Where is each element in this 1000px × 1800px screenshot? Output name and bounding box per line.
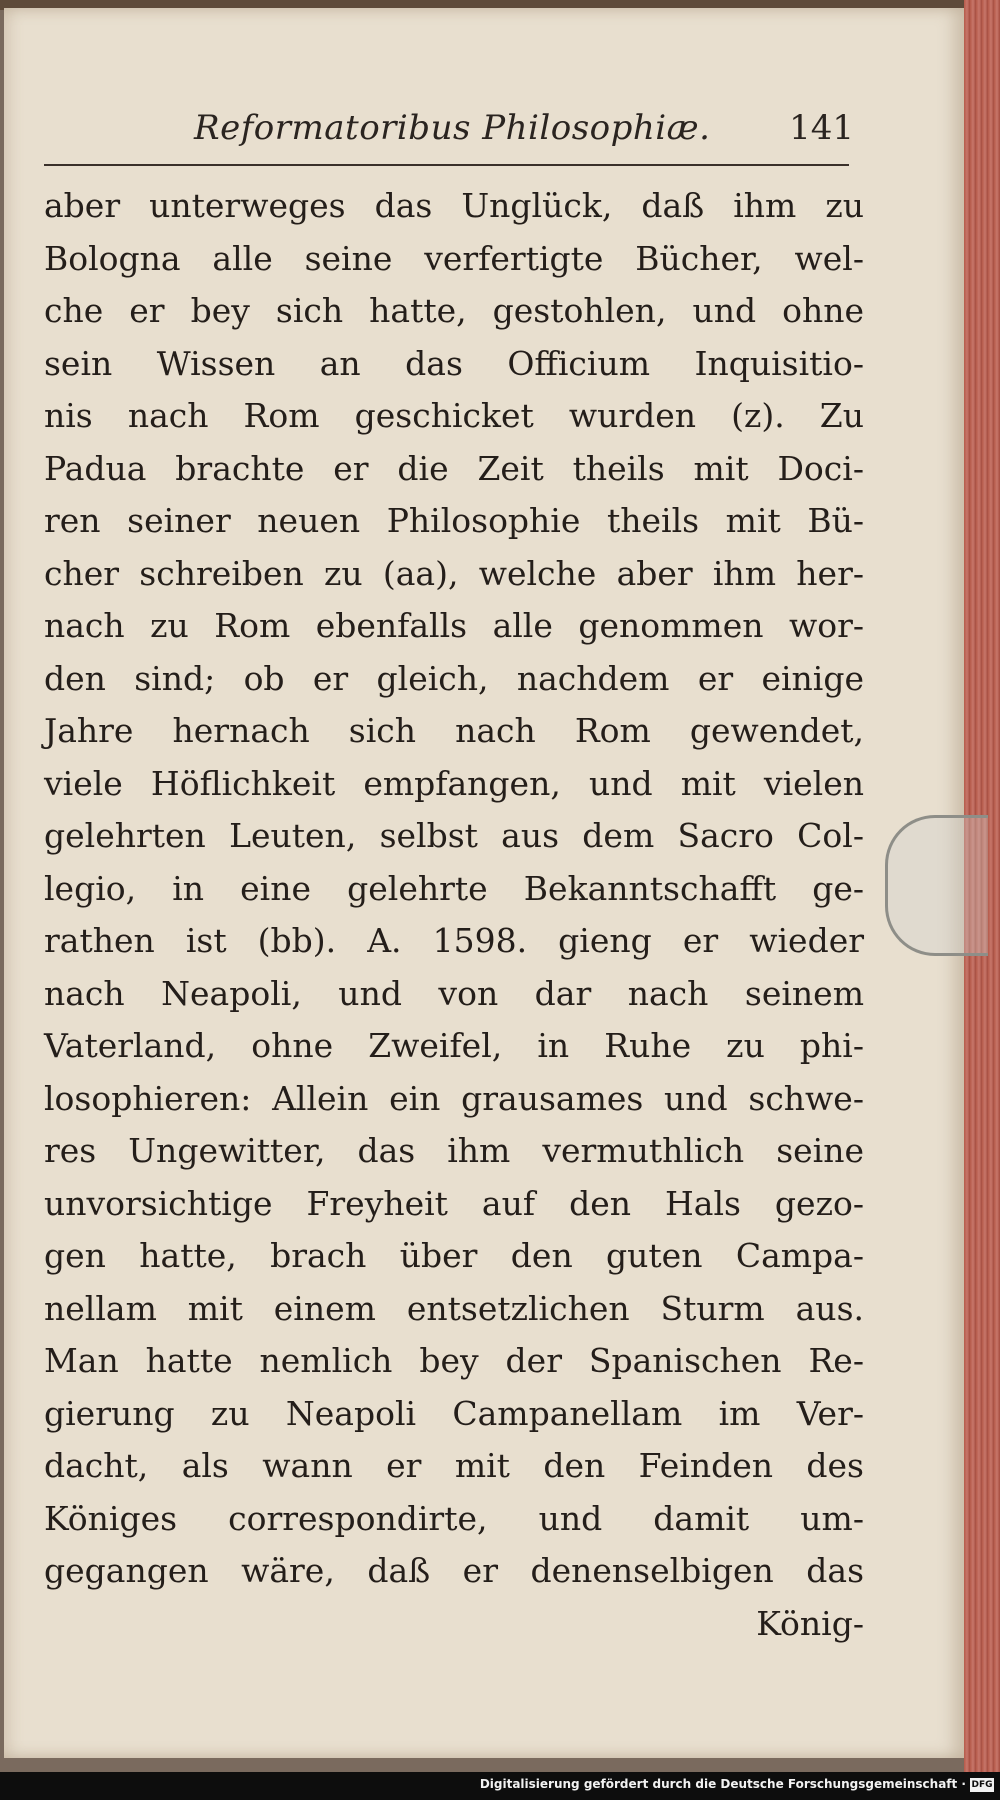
text-line: Jahre hernach sich nach Rom gewendet, xyxy=(44,711,864,750)
text-line: den sind; ob er gleich, nachdem er einige xyxy=(44,658,864,698)
page-header xyxy=(194,100,854,160)
text-line: legio, in eine gelehrte Bekanntschafft ge- xyxy=(44,868,864,908)
text-line: Man hatte nemlich bey der Spanischen Re- xyxy=(44,1341,864,1380)
text-line: aber unterweges das Unglück, daß ihm zu xyxy=(44,186,864,225)
text-line: Vaterland, ohne Zweifel, in Ruhe zu phi- xyxy=(44,1026,864,1065)
text-line: nach zu Rom ebenfalls alle genommen wor- xyxy=(44,606,864,645)
text-line: res Ungewitter, das ihm vermuthlich seine xyxy=(44,1131,864,1170)
catchword: König- xyxy=(756,1603,864,1643)
text-line: losophieren: Allein ein grausames und schwe- xyxy=(44,1078,864,1118)
text-line: Königes correspondirte, und damit um- xyxy=(44,1498,864,1538)
text-line: viele Höflichkeit empfangen, und mit vielen xyxy=(44,763,864,803)
text-line: cher schreiben zu (aa), welche aber ihm her- xyxy=(44,553,864,593)
text-line: gierung zu Neapoli Campanellam im Ver- xyxy=(44,1393,864,1433)
text-line: che er bey sich hatte, gestohlen, und ohne xyxy=(44,291,864,330)
body-text xyxy=(44,180,864,1650)
text-line: sein Wissen an das Officium Inquisitio- xyxy=(44,343,864,383)
text-line: dacht, als wann er mit den Feinden des xyxy=(44,1446,864,1485)
text-line: rathen ist (bb). A. 1598. gieng er wieder xyxy=(44,921,864,960)
text-line: gen hatte, brach über den guten Campa- xyxy=(44,1236,864,1275)
text-line: nis nach Rom geschicket wurden (z). Zu xyxy=(44,396,864,435)
dfg-logo: DFG xyxy=(971,1780,993,1790)
text-line: nach Neapoli, und von dar nach seinem xyxy=(44,973,864,1013)
text-line: nellam mit einem entsetzlichen Sturm aus. xyxy=(44,1288,864,1328)
page-clip xyxy=(885,815,988,956)
text-line: gelehrten Leuten, selbst aus dem Sacro Col- xyxy=(44,816,864,855)
book-page xyxy=(4,8,964,1758)
text-line: Bologna alle seine verfertigte Bücher, wel- xyxy=(44,238,864,278)
footer-bar xyxy=(0,1772,1000,1800)
funding-note: Digitalisierung gefördert durch die Deutsche Forschungsgemeinschaft · xyxy=(479,1777,966,1791)
page-number: 141 xyxy=(789,108,854,148)
running-title: Reformatoribus Philosophiæ. xyxy=(194,108,711,148)
text-line: Padua brachte er die Zeit theils mit Doci- xyxy=(44,448,864,488)
text-line: gegangen wäre, daß er denenselbigen das xyxy=(44,1551,864,1590)
header-rule xyxy=(44,164,849,166)
text-line: unvorsichtige Freyheit auf den Hals gezo- xyxy=(44,1183,864,1223)
text-line: ren seiner neuen Philosophie theils mit Bü- xyxy=(44,501,864,540)
